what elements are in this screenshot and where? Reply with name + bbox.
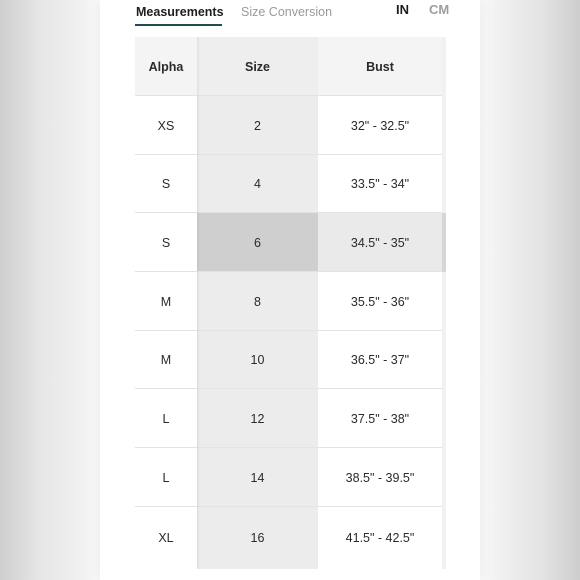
tab-measurements[interactable]: Measurements [136, 5, 224, 19]
row-divider [135, 271, 442, 272]
table-cell-bust[interactable]: 41.5" - 42.5" [318, 507, 442, 569]
table-cell-bust[interactable]: 33.5" - 34" [318, 155, 442, 213]
row-divider [135, 330, 442, 331]
table-cell-size[interactable]: 14 [197, 448, 318, 507]
table-cell-bust[interactable]: 38.5" - 39.5" [318, 448, 442, 507]
unit-toggle-centimeters[interactable]: CM [429, 2, 450, 17]
row-divider [135, 154, 442, 155]
row-divider [135, 95, 442, 96]
table-cell-bust[interactable]: 34.5" - 35" [318, 213, 442, 272]
table-cell-size[interactable]: 6 [197, 213, 318, 272]
table-cell-bust[interactable]: 32" - 32.5" [318, 96, 442, 155]
table-cell-alpha[interactable]: L [135, 448, 197, 507]
table-scroll-edge [442, 37, 446, 569]
table-cell-bust[interactable]: 36.5" - 37" [318, 331, 442, 389]
active-tab-indicator [135, 24, 222, 26]
column-header-bust: Bust [318, 37, 442, 96]
column-header-alpha: Alpha [135, 37, 197, 96]
column-header-size: Size [197, 37, 318, 96]
table-cell-alpha[interactable]: M [135, 331, 197, 389]
tab-size-conversion[interactable]: Size Conversion [241, 5, 333, 19]
sticky-column-shadow [197, 37, 200, 569]
table-cell-alpha[interactable]: L [135, 389, 197, 448]
table-cell-alpha[interactable]: XS [135, 96, 197, 155]
unit-toggle-inches[interactable]: IN [396, 2, 409, 17]
table-cell-alpha[interactable]: S [135, 155, 197, 213]
selected-row-edge [442, 213, 446, 272]
table-cell-bust[interactable]: 35.5" - 36" [318, 272, 442, 331]
table-cell-size[interactable]: 4 [197, 155, 318, 213]
table-cell-size[interactable]: 2 [197, 96, 318, 155]
row-divider [135, 388, 442, 389]
table-cell-size[interactable]: 16 [197, 507, 318, 569]
table-cell-bust[interactable]: 37.5" - 38" [318, 389, 442, 448]
table-cell-size[interactable]: 8 [197, 272, 318, 331]
table-cell-alpha[interactable]: S [135, 213, 197, 272]
table-cell-size[interactable]: 10 [197, 331, 318, 389]
row-divider [135, 212, 442, 213]
row-divider [135, 506, 442, 507]
table-cell-alpha[interactable]: M [135, 272, 197, 331]
table-cell-size[interactable]: 12 [197, 389, 318, 448]
row-divider [135, 447, 442, 448]
table-cell-alpha[interactable]: XL [135, 507, 197, 569]
